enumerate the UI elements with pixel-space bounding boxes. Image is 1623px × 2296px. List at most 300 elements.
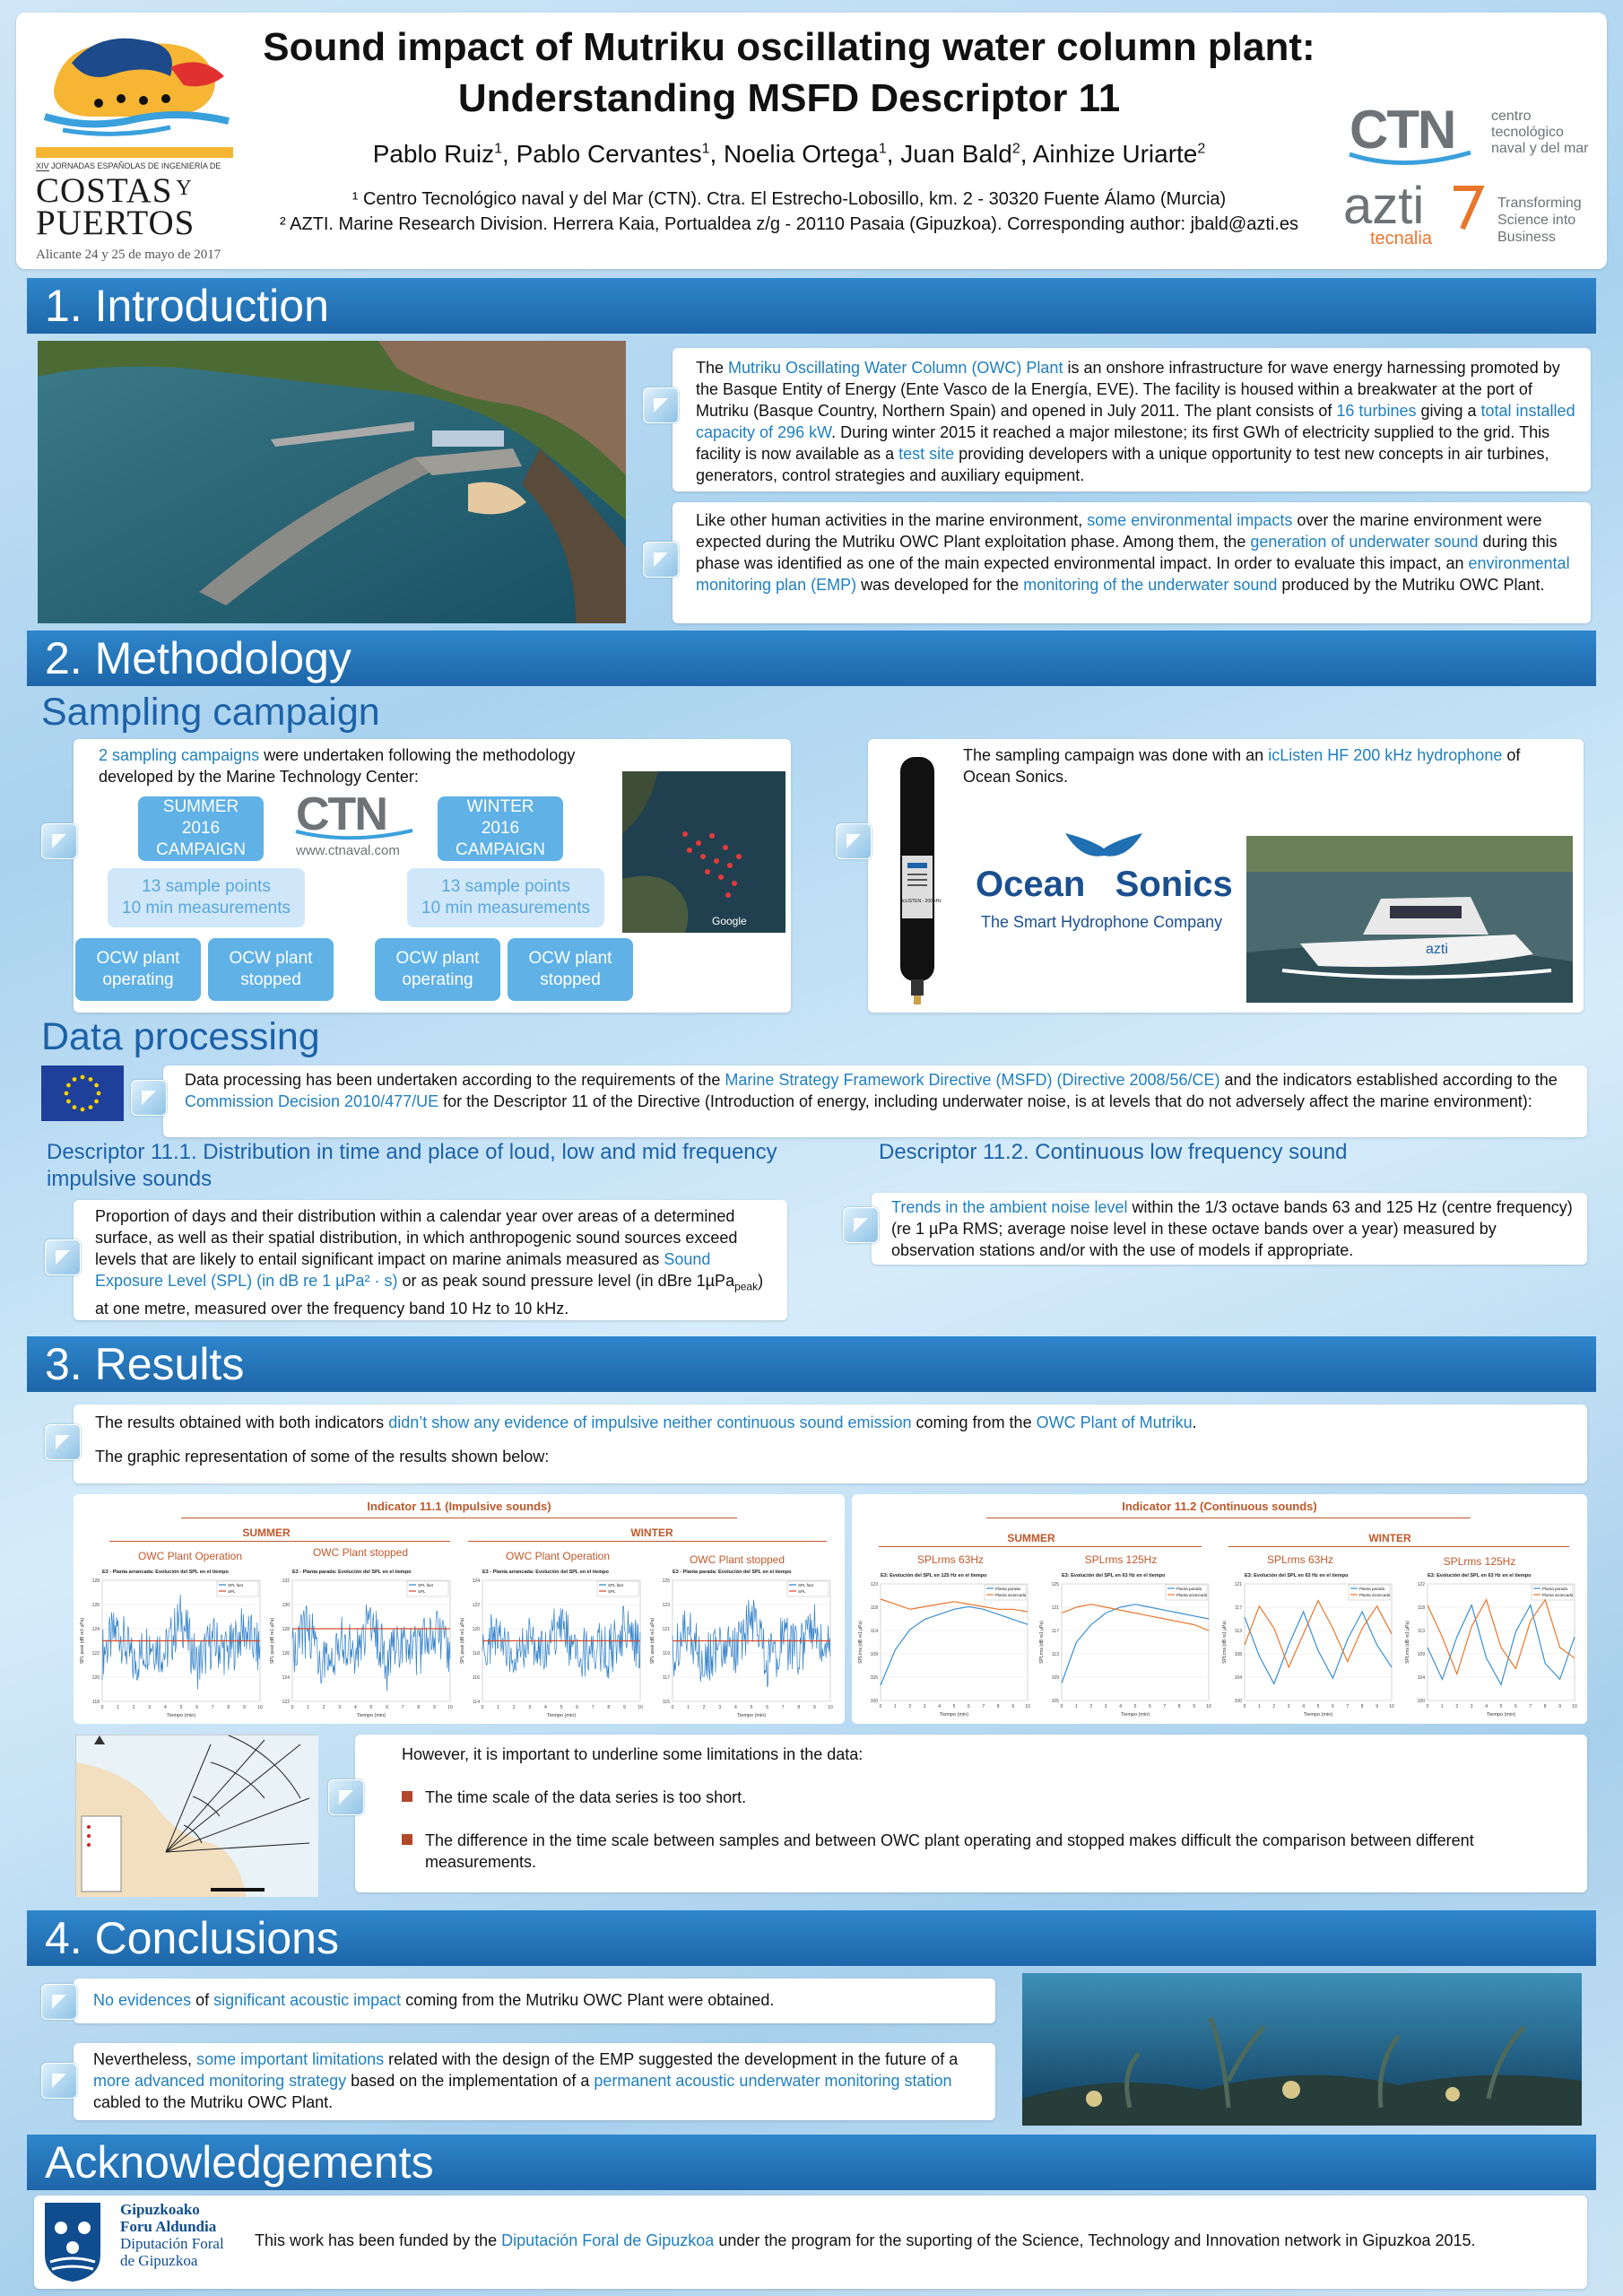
- x-tick-label: 8: [1177, 1704, 1181, 1709]
- azti-logo-mark: azti: [1343, 177, 1425, 235]
- x-tick-label: 9: [1193, 1704, 1195, 1709]
- legend-entry: Planta parada: [1176, 1587, 1202, 1591]
- x-axis-label: Tiempo (min): [939, 1712, 969, 1718]
- legend-entry: SPL: [608, 1589, 616, 1594]
- conf-date: Alicante 24 y 25 de mayo de 2017: [36, 248, 221, 262]
- summer-stopped-badge: OCW plant stopped: [208, 938, 334, 1001]
- section-methodology: 2. Methodology: [27, 631, 1596, 686]
- ind2-summer-63-label: SPLrms 63Hz: [916, 1553, 985, 1566]
- boat-label: azti: [1426, 942, 1448, 957]
- highlight-text: Mutriku Oscillating Water Column (OWC) Plant: [728, 359, 1063, 377]
- y-tick-label: 100: [1417, 1699, 1425, 1704]
- intro-paragraph-2-text: [696, 509, 1580, 596]
- chart-continuous-winter-125: [1402, 1568, 1580, 1720]
- winter-sample-points: [407, 868, 604, 927]
- conclusion-1-text: [93, 1989, 985, 2011]
- y-tick-label: 122: [1417, 1582, 1425, 1587]
- x-tick-label: 5: [1133, 1704, 1137, 1709]
- y-tick-label: 118: [871, 1605, 878, 1611]
- y-tick-label: 117: [1052, 1629, 1059, 1634]
- highlight-text: No evidences: [93, 1991, 192, 2009]
- chart-title: E3: Evolución del SPL en 63 Hz en el tiempo: [1062, 1573, 1166, 1578]
- conclusion-2-text: [93, 2048, 985, 2113]
- chart-continuous-winter-63: [1219, 1568, 1397, 1720]
- x-tick-label: 7: [401, 1705, 404, 1710]
- x-tick-label: 9: [1558, 1704, 1561, 1709]
- eu-star-icon: [65, 1091, 69, 1096]
- plot-area: [1062, 1584, 1209, 1700]
- legend-entry: SPL: [228, 1589, 236, 1594]
- text-segment: was developed for the: [856, 576, 1024, 594]
- x-tick-label: 0: [291, 1705, 294, 1710]
- legend-entry: Planta arrancada: [995, 1593, 1027, 1597]
- x-tick-label: 9: [813, 1705, 816, 1710]
- coral-reef-photo: [1022, 1973, 1582, 2126]
- winter-operating-badge: OCW plant operating: [375, 938, 500, 1001]
- x-tick-label: 0: [100, 1705, 104, 1710]
- y-tick-label: 121: [1234, 1582, 1242, 1587]
- ind1-summer-label: SUMMER: [242, 1526, 291, 1539]
- winter-stopped-badge: OCW plant stopped: [508, 938, 633, 1001]
- x-tick-label: 1: [497, 1705, 499, 1710]
- text-segment: were undertaken following the methodology developed by the Marine Technology Center:: [99, 746, 576, 786]
- ind1-winter-st-label: OWC Plant stopped: [689, 1553, 785, 1566]
- x-tick-label: 0: [671, 1705, 674, 1710]
- x-tick-label: 10: [1025, 1704, 1030, 1709]
- y-axis-label: SPLrms (dB re1 µPa): [858, 1621, 864, 1664]
- ctn-url: www.ctnaval.com: [296, 843, 400, 858]
- data-processing-heading: Data processing: [41, 1015, 320, 1058]
- y-tick-label: 119: [663, 1651, 670, 1657]
- ctn-small-logo: [296, 788, 421, 863]
- x-tick-label: 6: [968, 1704, 970, 1709]
- ocean-sonics-logo: [976, 829, 1236, 936]
- descriptor-11-2-title: Descriptor 11.2. Continuous low frequency sound: [879, 1140, 1348, 1164]
- x-tick-label: 8: [607, 1705, 611, 1710]
- results-text-2: The graphic representation of some of the results shown below:: [95, 1448, 550, 1465]
- x-tick-label: 5: [369, 1705, 373, 1710]
- y-axis-label: SPL peak (dB re1 µPa): [650, 1617, 655, 1665]
- x-tick-label: 8: [1543, 1704, 1547, 1709]
- author-name: Ainhize Uriarte: [1032, 140, 1198, 168]
- text-segment: under the program for the suporting of the Science, Technology and Innovation network in Gipuzkoa 2015.: [714, 2231, 1476, 2249]
- author-affiliation-mark: 2: [1197, 141, 1206, 157]
- text-segment: This work has been funded by the: [255, 2231, 502, 2249]
- x-tick-label: 6: [766, 1705, 768, 1710]
- x-tick-label: 7: [1163, 1704, 1167, 1709]
- y-tick-label: 117: [663, 1675, 670, 1681]
- x-tick-label: 10: [828, 1705, 833, 1710]
- highlight-text: monitoring of the underwater sound: [1023, 576, 1278, 594]
- ocean-word: Ocean: [976, 865, 1086, 904]
- chart-impulsive-summer-stopped: [267, 1564, 456, 1721]
- y-tick-label: 124: [282, 1675, 290, 1681]
- x-tick-label: 4: [164, 1705, 167, 1710]
- harbour-photo-icon: [38, 341, 626, 623]
- x-tick-label: 2: [1089, 1704, 1093, 1709]
- chart-title: E3 - Planta parada: Evolución del SPL en el tiempo: [673, 1570, 792, 1575]
- text-segment: The: [696, 359, 729, 377]
- x-tick-label: 0: [481, 1705, 484, 1710]
- ind1-summer-st-label: OWC Plant stopped: [312, 1546, 409, 1559]
- x-axis-label: Tiempo (min): [1303, 1712, 1333, 1718]
- x-tick-label: 9: [433, 1705, 436, 1710]
- x-tick-label: 6: [195, 1705, 198, 1710]
- limitations-bullet-icon: [328, 1779, 364, 1815]
- map-credit: Google: [712, 915, 747, 927]
- y-tick-label: 122: [472, 1603, 480, 1608]
- ctn-small-wave-icon: [296, 829, 412, 841]
- x-tick-label: 3: [1287, 1704, 1290, 1709]
- gipuzkoa-logo-line1: Gipuzkoako: [120, 2201, 200, 2218]
- azti-line2: Science into: [1497, 213, 1576, 228]
- gipuzkoa-logo-line3: Diputación Foral: [120, 2235, 224, 2252]
- processing-bullet-icon: [131, 1080, 167, 1116]
- x-tick-label: 3: [1470, 1704, 1473, 1709]
- x-tick-label: 3: [528, 1705, 532, 1710]
- x-tick-label: 9: [243, 1705, 246, 1710]
- conference-logo: [36, 27, 238, 269]
- coral-reef-photo-icon: [1022, 1973, 1582, 2126]
- results-text-1: [95, 1412, 1576, 1433]
- acknowledgements-text: [255, 2230, 1564, 2251]
- sample-points-map: [622, 771, 785, 933]
- conference-logo-icon: [36, 27, 238, 139]
- limitations-card: [355, 1735, 1587, 1892]
- conf-puertos: PUERTOS: [36, 204, 195, 242]
- text-segment: of: [191, 1991, 214, 2009]
- y-tick-label: 109: [870, 1652, 878, 1657]
- winter-points-label: 13 sample points: [441, 877, 570, 896]
- legend-entry: SPL fast: [608, 1583, 623, 1587]
- x-tick-label: 3: [718, 1705, 722, 1710]
- x-tick-label: 4: [1302, 1704, 1305, 1709]
- harbour-aerial-photo: [38, 341, 626, 623]
- text-segment: The sampling campaign was done with an: [963, 746, 1269, 764]
- y-tick-label: 123: [662, 1603, 670, 1608]
- y-tick-label: 114: [871, 1629, 878, 1634]
- ctn-wave-icon: [1350, 150, 1471, 168]
- y-axis-label: SPL peak (dB re1 µPa): [80, 1617, 85, 1665]
- x-tick-label: 4: [1485, 1704, 1488, 1709]
- x-tick-label: 5: [1499, 1704, 1503, 1709]
- highlight-text: didn’t show any evidence of impulsive neither continuous sound emission: [388, 1413, 912, 1431]
- text-segment: peak: [734, 1280, 759, 1293]
- text-segment: coming from the: [911, 1413, 1037, 1431]
- legend-entry: Planta arrancada: [1542, 1593, 1574, 1597]
- x-tick-label: 3: [148, 1705, 152, 1710]
- x-axis-label: Tiempo (min): [1120, 1712, 1150, 1718]
- highlight-text: generation of underwater sound: [1250, 533, 1479, 551]
- descriptor-11-2-card: [872, 1193, 1587, 1265]
- highlight-text: 16 turbines: [1336, 402, 1417, 420]
- highlight-text: some environmental impacts: [1087, 511, 1293, 529]
- highlight-text: significant acoustic impact: [213, 1991, 402, 2009]
- highlight-text: OWC Plant of Mutriku: [1036, 1413, 1193, 1431]
- x-tick-label: 2: [1455, 1704, 1459, 1709]
- x-tick-label: 3: [1104, 1704, 1107, 1709]
- sampling-heading: Sampling campaign: [41, 691, 380, 734]
- text-segment: over the marine environment were expected during the Mutriku OWC Plant exploitation phase. Among them, the: [696, 511, 1542, 551]
- text-segment: related with the design of the EMP suggested the development in the future of a: [384, 2050, 959, 2068]
- y-tick-label: 118: [1418, 1605, 1425, 1611]
- limitation-bullet-1-icon: [402, 1791, 412, 1802]
- sampling-campaign-card: [74, 739, 791, 1013]
- ctn-logo-mark: CTN: [1350, 100, 1455, 160]
- text-segment: and the indicators established according to the: [1219, 1071, 1558, 1089]
- indicator-11-2-title: Indicator 11.2 (Continuous sounds): [1122, 1500, 1317, 1513]
- x-tick-label: 8: [797, 1705, 801, 1710]
- ind1-summer-op-label: OWC Plant Operation: [137, 1550, 243, 1562]
- author-name: Noelia Ortega: [724, 140, 879, 168]
- author-affiliation-mark: 2: [1011, 141, 1020, 157]
- y-tick-label: 105: [870, 1675, 878, 1681]
- y-tick-label: 117: [1235, 1605, 1242, 1611]
- x-tick-label: 10: [638, 1705, 643, 1710]
- x-tick-label: 1: [1075, 1704, 1078, 1709]
- x-tick-label: 2: [908, 1704, 912, 1709]
- y-tick-label: 124: [472, 1578, 480, 1584]
- eu-star-icon: [89, 1077, 93, 1082]
- x-tick-label: 4: [734, 1705, 737, 1710]
- text-segment: produced by the Mutriku OWC Plant.: [1277, 576, 1545, 594]
- y-tick-label: 128: [91, 1578, 100, 1584]
- results-text-card: [74, 1405, 1587, 1483]
- text-segment: Proportion of days and their distribution within a calendar year over areas of a determined surface, as well as their spatial distribution, in which anthropogenic sound sources exceed levels that are likely to entail significant impact on marine animals measured as: [95, 1207, 738, 1268]
- section-introduction: 1. Introduction: [27, 278, 1596, 334]
- text-segment: giving a: [1416, 402, 1481, 420]
- azti-logo: [1343, 177, 1603, 256]
- x-tick-label: 6: [1332, 1704, 1334, 1709]
- chart-continuous-summer-63: [855, 1568, 1033, 1720]
- chart-title: E3 - Planta parada: Evolución del SPL en el tiempo: [292, 1570, 412, 1575]
- x-tick-label: 4: [544, 1705, 547, 1710]
- ind2-summer-label: SUMMER: [1007, 1532, 1055, 1544]
- data-processing-text: [185, 1069, 1576, 1112]
- summer-points-label: 13 sample points: [142, 877, 271, 896]
- eu-star-icon: [94, 1100, 99, 1104]
- y-tick-label: 122: [91, 1651, 100, 1657]
- text-segment: .: [1192, 1413, 1197, 1431]
- y-tick-label: 118: [92, 1700, 100, 1705]
- x-axis-label: Tiempo (min): [736, 1713, 767, 1718]
- y-tick-label: 104: [1234, 1675, 1242, 1681]
- highlight-text: Marine Strategy Framework Directive (MSFD) (Directive 2008/56/CE): [725, 1071, 1220, 1089]
- location-map-icon: [76, 1735, 318, 1897]
- y-tick-label: 108: [1234, 1652, 1242, 1657]
- sampling-bullet-icon: [41, 823, 77, 859]
- x-tick-label: 0: [1243, 1704, 1246, 1709]
- x-tick-label: 7: [1346, 1704, 1350, 1709]
- limitation-item-2: [402, 1830, 1478, 1873]
- y-tick-label: 109: [1417, 1652, 1425, 1657]
- x-tick-label: 9: [623, 1705, 626, 1710]
- y-axis-label: SPL peak (dB re1 µPa): [270, 1617, 275, 1665]
- x-tick-label: 1: [117, 1705, 119, 1710]
- x-axis-label: Tiempo (min): [356, 1713, 386, 1718]
- x-tick-label: 7: [982, 1704, 985, 1709]
- y-tick-label: 104: [1417, 1675, 1425, 1681]
- eu-star-icon: [94, 1083, 99, 1088]
- x-tick-label: 8: [227, 1705, 230, 1710]
- highlight-text: environmental monitoring plan (EMP): [696, 554, 1570, 594]
- eu-star-icon: [81, 1108, 85, 1112]
- section-results: 3. Results: [27, 1336, 1596, 1392]
- x-tick-label: 5: [1316, 1704, 1320, 1709]
- y-axis-label: SPLrms (dB re1 µPa): [1222, 1621, 1228, 1664]
- y-tick-label: 113: [1235, 1629, 1242, 1634]
- y-axis-label: SPLrms (dB re1 µPa): [1039, 1621, 1045, 1664]
- x-tick-label: 8: [1360, 1704, 1364, 1709]
- ind1-winter-op-label: OWC Plant Operation: [505, 1550, 611, 1562]
- text-segment: ) at one metre, measured over the frequency band 10 Hz to 10 kHz.: [95, 1272, 764, 1318]
- author-name: Pablo Ruiz: [372, 140, 495, 168]
- highlight-text: Diputación Foral de Gipuzkoa: [501, 2231, 715, 2249]
- y-tick-label: 120: [472, 1627, 480, 1632]
- ctn-small-mark: CTN: [296, 788, 386, 840]
- indicator-11-1-panel: [74, 1494, 845, 1724]
- y-tick-label: 122: [282, 1700, 290, 1705]
- ind2-winter-63-label: SPLrms 63Hz: [1266, 1553, 1334, 1566]
- author-affiliation-mark: 1: [878, 141, 887, 157]
- hydrophone-icon: [895, 748, 940, 1008]
- y-tick-label: 130: [282, 1603, 290, 1608]
- summer-campaign-badge: SUMMER 2016 CAMPAIGN: [138, 796, 264, 861]
- y-tick-label: 113: [1052, 1652, 1059, 1657]
- text-segment: of Ocean Sonics.: [963, 746, 1521, 786]
- boat-photo-icon: [1246, 836, 1573, 1003]
- chart-title: E3 - Planta arrancada: Evolución del SPL en el tiempo: [102, 1570, 229, 1575]
- ind2-winter-label: WINTER: [1368, 1532, 1411, 1544]
- highlight-text: some important limitations: [196, 2050, 385, 2068]
- x-tick-label: 0: [1426, 1704, 1429, 1709]
- eu-star-icon: [97, 1091, 101, 1096]
- descriptor-11-1-card: [74, 1200, 787, 1320]
- x-tick-label: 10: [257, 1705, 263, 1710]
- x-tick-label: 7: [781, 1705, 785, 1710]
- intro-paragraph-2: [673, 502, 1591, 623]
- x-axis-label: Tiempo (min): [546, 1713, 577, 1718]
- x-tick-label: 10: [447, 1705, 453, 1710]
- eu-star-icon: [73, 1077, 77, 1082]
- text-segment: during this phase was identified as one of the main expected environmental impact. In order to evaluate this impact, an: [696, 533, 1558, 572]
- text-segment: coming from the Mutriku OWC Plant were obtained.: [401, 1991, 775, 2009]
- text-segment: Data processing has been undertaken according to the requirements of the: [185, 1071, 725, 1089]
- x-tick-label: 0: [879, 1704, 882, 1709]
- highlight-text: permanent acoustic underwater monitoring station: [594, 2072, 952, 2090]
- limitation-bullet-2-icon: [402, 1834, 412, 1845]
- conf-costas: COSTAS: [36, 171, 173, 210]
- text-segment: Like other human activities in the marine environment,: [696, 511, 1088, 529]
- legend-entry: Planta arrancada: [1176, 1593, 1208, 1597]
- y-tick-label: 128: [282, 1627, 290, 1632]
- x-tick-label: 5: [952, 1704, 956, 1709]
- summer-minutes-label: 10 min measurements: [122, 899, 291, 918]
- y-tick-label: 105: [1051, 1699, 1059, 1704]
- ocean-sonics-tagline: The Smart Hydrophone Company: [981, 913, 1223, 931]
- legend-entry: SPL fast: [418, 1583, 433, 1587]
- sonics-word: Sonics: [1115, 865, 1233, 904]
- descriptor-11-1-text: [95, 1205, 777, 1319]
- affiliation-1: ¹ Centro Tecnológico naval y del Mar (CTN). Ctra. El Estrecho-Lobosillo, km. 2 - 30320 Fuente Álamo (Murcia): [352, 189, 1227, 209]
- limitation-1-text: The time scale of the data series is too short.: [425, 1788, 747, 1806]
- text-segment: is an onshore infrastructure for wave energy harnessing promoted by the Basque Entity of Energy (Ente Vasco de la Energía, EVE). The facility is housed within a breakwater at the port of Mutriku (Basque Country, Northern Spain) and opened in July 2011. The plant consists of: [696, 359, 1560, 420]
- hydrophone-card: [868, 739, 1584, 1013]
- x-tick-label: 6: [576, 1705, 578, 1710]
- x-tick-label: 4: [354, 1705, 357, 1710]
- x-tick-label: 4: [938, 1704, 941, 1709]
- descriptor-11-1-title: Descriptor 11.1. Distribution in time and place of loud, low and mid frequency impulsive sounds: [47, 1140, 777, 1191]
- y-tick-label: 116: [473, 1675, 480, 1681]
- intro-paragraph-1: [673, 348, 1591, 491]
- x-tick-label: 9: [1011, 1704, 1014, 1709]
- author-affiliation-mark: 1: [494, 141, 502, 157]
- x-tick-label: 1: [687, 1705, 690, 1710]
- poster-title-line1: Sound impact of Mutriku oscillating water column plant:: [263, 25, 1315, 69]
- azti-line1: Transforming: [1497, 196, 1582, 211]
- author-name: Pablo Cervantes: [516, 140, 702, 168]
- conclusion-2-card: [74, 2043, 995, 2120]
- ind1-winter-label: WINTER: [630, 1526, 673, 1539]
- y-axis-label: SPL peak (dB re1 µPa): [460, 1617, 465, 1665]
- y-tick-label: 114: [473, 1700, 480, 1705]
- x-tick-label: 2: [132, 1705, 135, 1710]
- x-tick-label: 5: [560, 1705, 563, 1710]
- text-segment: or as peak sound pressure level (in dBre 1µPa: [397, 1272, 735, 1290]
- data-processing-card: [163, 1065, 1587, 1137]
- gipuzkoa-logo-line2: Foru Aldundia: [120, 2218, 217, 2235]
- x-tick-label: 1: [894, 1704, 897, 1709]
- x-tick-label: 6: [1515, 1704, 1517, 1709]
- chart-impulsive-summer-operating: [77, 1564, 265, 1721]
- text-segment: The results obtained with both indicators: [95, 1413, 389, 1431]
- x-tick-label: 2: [1272, 1704, 1276, 1709]
- text-segment: cabled to the Mutriku OWC Plant.: [93, 2093, 334, 2111]
- indicator-11-2-panel: [852, 1494, 1587, 1724]
- chart-impulsive-winter-operating: [457, 1564, 646, 1721]
- winter-campaign-badge: WINTER 2016 CAMPAIGN: [438, 796, 563, 861]
- y-tick-label: 100: [1234, 1699, 1242, 1704]
- legend-entry: SPL fast: [228, 1583, 243, 1587]
- x-tick-label: 10: [1389, 1704, 1394, 1709]
- y-tick-label: 115: [663, 1700, 670, 1705]
- boat-photo: [1246, 836, 1573, 1003]
- azti-line3: Business: [1497, 230, 1556, 245]
- text-segment: for the Descriptor 11 of the Directive (Introduction of energy, including underwater noise, is at levels that do not adversely affect the marine environment):: [438, 1092, 1532, 1110]
- location-map: [75, 1735, 317, 1896]
- conclusion-2-bullet-icon: [41, 2063, 77, 2099]
- chart-title: E3: Evolución del SPL en 63 Hz en el tiempo: [1245, 1573, 1349, 1578]
- intro-bullet-2-icon: [643, 542, 679, 578]
- x-tick-label: 7: [591, 1705, 595, 1710]
- x-axis-label: Tiempo (min): [166, 1713, 196, 1718]
- conclusion-1-bullet-icon: [41, 1984, 77, 2020]
- x-axis-label: Tiempo (min): [1486, 1712, 1516, 1718]
- chart-title: E3: Evolución del SPL en 63 Hz en el tiempo: [1428, 1573, 1532, 1578]
- conf-edition: XIV: [36, 161, 49, 170]
- azti-logo-sub: tecnalia: [1370, 229, 1432, 248]
- y-tick-label: 124: [91, 1627, 100, 1632]
- conf-y: Y: [176, 177, 193, 200]
- y-tick-label: 113: [1418, 1629, 1425, 1634]
- legend-entry: SPL: [418, 1589, 426, 1594]
- y-tick-label: 121: [662, 1627, 670, 1632]
- conclusion-1-card: [74, 1979, 995, 2023]
- chart-title: E3 - Planta arrancada: Evolución del SPL en el tiempo: [482, 1570, 609, 1575]
- x-tick-label: 1: [1258, 1704, 1261, 1709]
- winter-minutes-label: 10 min measurements: [421, 899, 590, 918]
- chart-impulsive-winter-stopped: [647, 1564, 836, 1721]
